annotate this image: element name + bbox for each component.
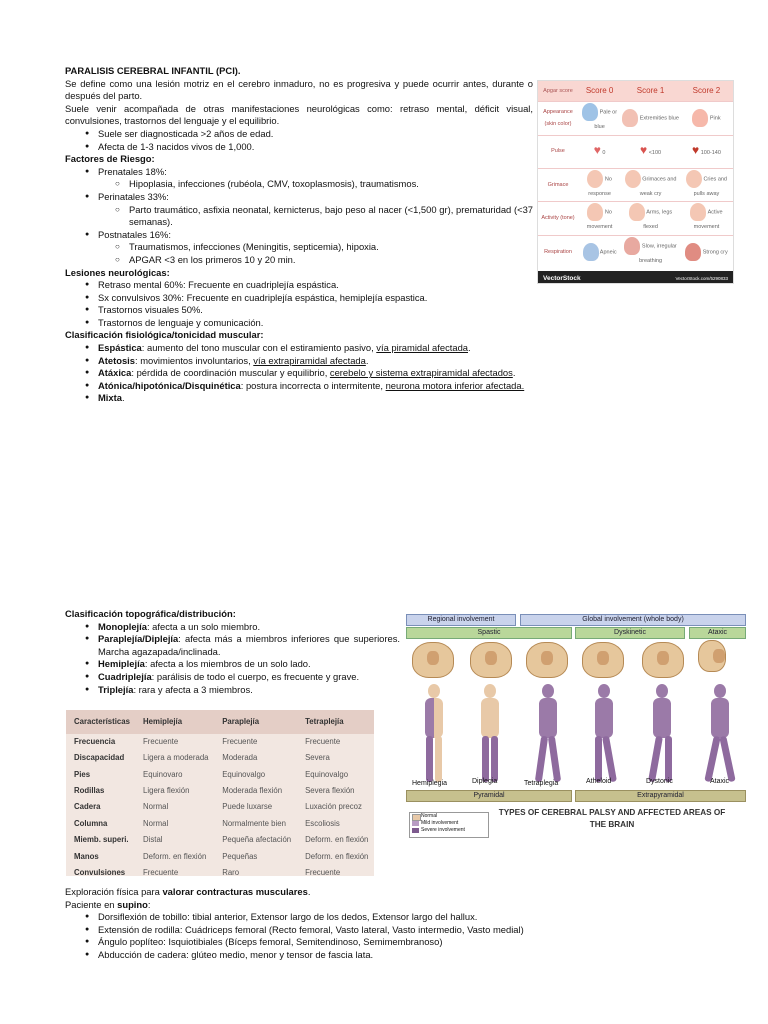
apgar-row — [538, 135, 733, 168]
baby-icon — [629, 203, 645, 221]
table-row: Convulsiones Frecuente Raro Frecuente — [74, 868, 341, 878]
body-figure — [706, 684, 734, 784]
apgar-header: Apgar score — [538, 81, 578, 102]
baby-icon — [622, 109, 638, 127]
apgar-cell: Cries and pulls away — [680, 168, 733, 202]
apgar-cell: No response — [578, 168, 621, 202]
apgar-row — [538, 235, 733, 268]
list-item: ● Espástica: aumento del tono muscular con el estiramiento pasivo, vía piramidal afectada. — [65, 342, 533, 355]
list-item: ● Abducción de cadera: glúteo medio, menor y tensor de fascia lata. — [65, 949, 705, 962]
cp-label: Atheloid — [586, 778, 612, 785]
list-item: ● Retraso mental 60%: Frecuente en cuadriplejía espástica. — [65, 279, 533, 292]
exam-line: Exploración física para valorar contracturas musculares. — [65, 886, 311, 897]
heart-icon: ♥ — [692, 142, 700, 157]
table-header: Características — [66, 710, 135, 734]
table-header: Tetraplejía — [297, 710, 374, 734]
extrapyramidal-bar: Extrapyramidal — [575, 790, 746, 802]
list-item: ● Paraplejía/Diplejía: afecta más a miembros inferiores que superiores. Marcha agazapada/inclinada. — [65, 633, 400, 658]
table-header: Paraplejía — [214, 710, 297, 734]
topo-section — [65, 608, 400, 696]
regional-bar: Regional involvement — [406, 614, 516, 626]
list-item: ● Perinatales 33%: — [65, 191, 533, 204]
heart-icon: ♥ — [640, 142, 648, 157]
legend-item: Severe involvement — [410, 827, 488, 834]
vectorstock-url: VectorStock.com/5290833 — [675, 276, 728, 281]
brain-icon — [412, 642, 454, 678]
list-item: ● Postnatales 16%: — [65, 229, 533, 242]
list-item: ● Cuadriplejía: parálisis de todo el cuerpo, es frecuente y grave. — [65, 671, 400, 684]
apgar-row — [538, 168, 733, 202]
list-item: ● Ángulo poplíteo: Isquiotibiales (Bíceps femoral, Semitendinoso, Semimembranoso) — [65, 936, 705, 949]
list-item: ● Prenatales 18%: — [65, 166, 533, 179]
intro-paragraph-2: Suele venir acompañada de otras manifestaciones neurológicas como: retraso mental, déficit visual, convulsiones, trastornos del lenguaje y el equilibrio. — [65, 102, 533, 127]
body-figure — [476, 684, 504, 784]
list-item: ● Sx convulsivos 30%: Frecuente en cuadriplejía espástica, hemiplejía espastica. — [65, 292, 533, 305]
apgar-score-figure — [537, 80, 734, 284]
list-item: ● Atáxica: pérdida de coordinación muscular y equilibrio, cerebelo y sistema extrapiramidal afectados. — [65, 367, 533, 380]
cp-label: Ataxic — [710, 778, 730, 785]
apgar-table — [538, 81, 733, 268]
risk-heading: Factores de Riesgo: — [65, 153, 155, 165]
table-row: Rodillas Ligera flexión Moderada flexión Severa flexión — [74, 786, 355, 796]
exam-section — [65, 886, 705, 962]
apgar-cell: No movement — [578, 202, 621, 236]
topo-heading: Clasificación topográfica/distribución: — [65, 608, 236, 619]
list-subitem: ○ APGAR <3 en los primeros 10 y 20 min. — [65, 254, 533, 267]
apgar-cell: Arms, legs flexed — [621, 202, 680, 236]
table-header: Hemiplejía — [135, 710, 214, 734]
apgar-cell: Extremities blue — [621, 102, 680, 136]
list-item: ● Trastornos visuales 50%. — [65, 304, 533, 317]
list-subitem: ○ Parto traumático, asfixia neonatal, kernicterus, bajo peso al nacer (<1,500 gr), prematuridad (<37 semanas). — [65, 204, 533, 229]
physio-heading: Clasificación fisiológica/tonicidad muscular: — [65, 329, 264, 341]
lungs-icon — [685, 243, 701, 261]
body-figure — [590, 684, 618, 784]
list-item: ● Extensión de rodilla: Cuádriceps femoral (Recto femoral, Vasto lateral, Vasto intermedio, Vasto medial) — [65, 924, 705, 937]
brain-icon — [642, 642, 684, 678]
apgar-cell: Active movement — [680, 202, 733, 236]
table-header-row — [66, 710, 374, 734]
apgar-cell: Pale or blue — [578, 102, 621, 136]
intro-section — [65, 65, 533, 405]
list-item: ● Dorsiflexión de tobillo: tibial anterior, Extensor largo de los dedos, Extensor largo del hallux. — [65, 911, 705, 924]
comparison-table — [66, 710, 374, 876]
list-item: ● Mixta. — [65, 392, 533, 405]
list-item: ● Suele ser diagnosticada >2 años de edad. — [65, 128, 533, 141]
list-item: ● Atetosis: movimientos involuntarios, vía extrapiramidal afectada. — [65, 355, 533, 368]
table-row: Frecuencia Frecuente Frecuente Frecuente — [74, 736, 341, 746]
apgar-cell: Strong cry — [680, 235, 733, 268]
legend-item: Mild involvement — [410, 820, 488, 827]
cerebellum-icon — [698, 640, 726, 672]
brain-icon — [582, 642, 624, 678]
lungs-icon — [583, 243, 599, 261]
cp-label: Hemiplegia — [412, 780, 448, 787]
apgar-header: Score 1 — [621, 81, 680, 102]
apgar-row-label: Respiration — [538, 235, 578, 268]
brain-icon — [526, 642, 568, 678]
apgar-header: Score 2 — [680, 81, 733, 102]
apgar-row — [538, 102, 733, 136]
body-figure — [534, 684, 562, 784]
apgar-cell: Apneic — [578, 235, 621, 268]
lungs-icon — [624, 237, 640, 255]
apgar-cell: ♥ <100 — [621, 135, 680, 168]
apgar-header: Score 0 — [578, 81, 621, 102]
table-row: Columna Normal Normalmente bien Escoliosis — [74, 818, 340, 828]
lesions-heading: Lesiones neurológicas: — [65, 266, 170, 278]
list-item: ● Afecta de 1-3 nacidos vivos de 1,000. — [65, 141, 533, 154]
list-subitem: ○ Hipoplasia, infecciones (rubéola, CMV, toxoplasmosis), traumatismos. — [65, 178, 533, 191]
table-row: Cadera Normal Puede luxarse Luxación precoz — [74, 802, 362, 812]
apgar-row-label: Appearance (skin color) — [538, 102, 578, 136]
ataxic-bar: Ataxic — [689, 627, 746, 639]
apgar-row — [538, 202, 733, 236]
body-figure — [648, 684, 676, 784]
baby-icon — [690, 203, 706, 221]
heart-icon: ♥ — [593, 142, 601, 157]
table-row: Discapacidad Ligera a moderada Moderada Severa — [74, 753, 330, 763]
face-icon — [686, 170, 702, 188]
list-item: ● Triplejía: rara y afecta a 3 miembros. — [65, 684, 400, 697]
list-item: ● Atónica/hipotónica/Disquinética: postura incorrecta o intermitente, neurona motora inferior afectada. — [65, 380, 533, 393]
legend-item: Normal — [410, 813, 488, 820]
table-row: Miemb. superi. Distal Pequeña afectación Deform. en flexión — [74, 835, 369, 845]
cp-types-figure — [406, 614, 746, 840]
apgar-footer — [538, 271, 733, 283]
spastic-bar: Spastic — [406, 627, 572, 639]
list-item: ● Monoplejía: afecta a un solo miembro. — [65, 621, 400, 634]
apgar-cell: ♥ 100-140 — [680, 135, 733, 168]
baby-icon — [587, 203, 603, 221]
cp-figure-title: TYPES OF CEREBRAL PALSY AND AFFECTED AREAS OF THE BRAIN — [498, 808, 726, 829]
vectorstock-logo: VectorStock — [543, 275, 581, 282]
cp-label: Tetraplegia — [524, 780, 559, 787]
cp-label: Dystonic — [646, 778, 673, 785]
brain-icon — [470, 642, 512, 678]
table-row: Manos Deform. en flexión Pequeñas Deform. en flexión — [74, 851, 369, 861]
global-bar: Global involvement (whole body) — [520, 614, 746, 626]
baby-icon — [692, 109, 708, 127]
baby-icon — [582, 103, 598, 121]
table-row: Pies Equinovaro Equinovalgo Equinovalgo — [74, 769, 349, 779]
apgar-row-label: Pulse — [538, 135, 578, 168]
cp-legend — [409, 812, 489, 838]
body-figure — [420, 684, 448, 784]
intro-paragraph-1: Se define como una lesión motriz en el cerebro inmaduro, no es progresiva y puede ocurrir antes, durante o después del parto. — [65, 77, 533, 102]
dyskinetic-bar: Dyskinetic — [575, 627, 685, 639]
list-subitem: ○ Traumatismos, infecciones (Meningitis, septicemia), hipoxia. — [65, 241, 533, 254]
face-icon — [587, 170, 603, 188]
apgar-row-label: Activity (tone) — [538, 202, 578, 236]
list-item: ● Hemiplejía: afecta a los miembros de un solo lado. — [65, 658, 400, 671]
list-item: ● Trastornos de lenguaje y comunicación. — [65, 317, 533, 330]
cp-label: Diplegia — [472, 778, 498, 785]
apgar-cell: Pink — [680, 102, 733, 136]
apgar-cell: Grimaces and weak cry — [621, 168, 680, 202]
apgar-row-label: Grimace — [538, 168, 578, 202]
apgar-cell: Slow, irregular breathing — [621, 235, 680, 268]
page-title: PARALISIS CEREBRAL INFANTIL (PCI). — [65, 65, 241, 76]
exam-line: Paciente en supino: — [65, 898, 151, 910]
apgar-cell: ♥ 0 — [578, 135, 621, 168]
pyramidal-bar: Pyramidal — [406, 790, 572, 802]
face-icon — [625, 170, 641, 188]
